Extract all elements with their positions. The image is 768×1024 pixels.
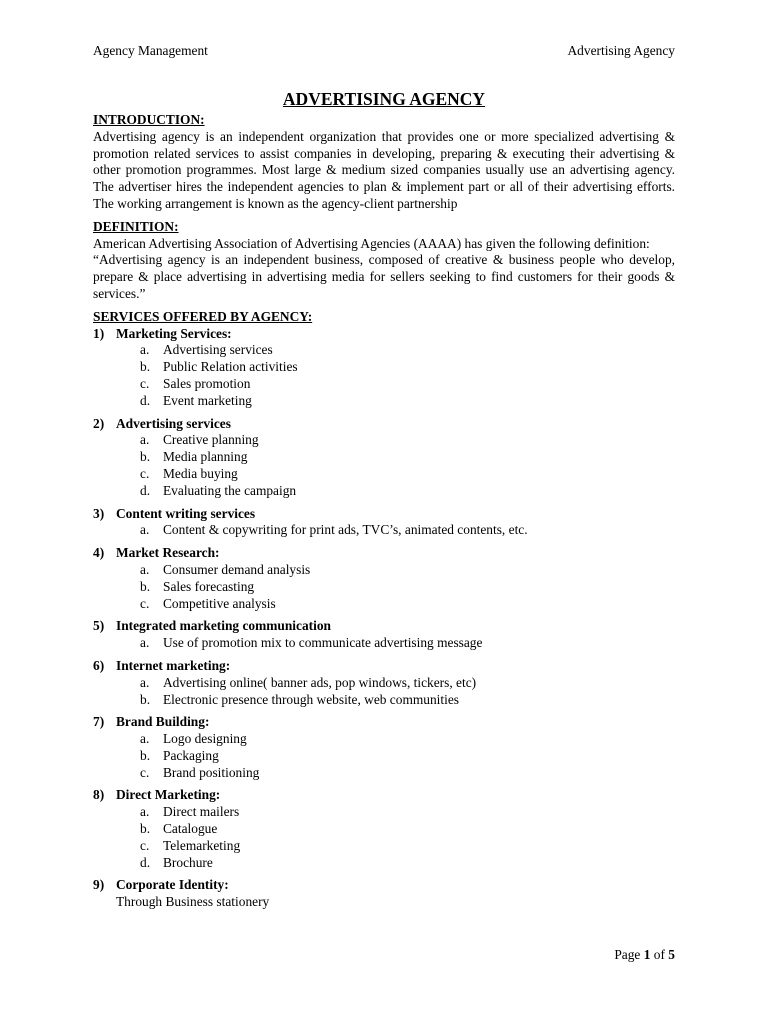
header-right: Advertising Agency [567,43,675,58]
list-item-text: Advertising online( banner ads, pop windows, tickers, etc) [163,674,477,690]
service-sublist [93,562,675,612]
list-item [140,675,675,692]
service-title: Direct Marketing: [116,787,221,803]
list-item-letter: b. [140,691,151,707]
service-title: Content writing services [116,505,256,521]
page-content [93,88,675,911]
list-item [140,376,675,393]
service-number: 2) [93,415,105,431]
page-number [614,947,675,964]
list-item [140,635,675,652]
service-sublist [93,675,675,709]
service-title: Internet marketing: [116,657,231,673]
list-item-letter: c. [140,465,150,481]
list-item-letter: a. [140,635,150,651]
service-item [93,618,675,635]
service-sublist [93,432,675,499]
list-item [140,804,675,821]
header-left: Agency Management [93,43,208,58]
list-item-letter: b. [140,578,151,594]
list-item-text: Evaluating the campaign [163,482,297,498]
list-item [140,855,675,872]
list-item-text: Logo designing [163,731,247,747]
list-item [140,432,675,449]
list-item-text: Telemarketing [163,837,241,853]
list-item-letter: a. [140,674,150,690]
list-item-letter: b. [140,747,151,763]
list-item-letter: c. [140,764,150,780]
list-item [140,821,675,838]
service-item [93,545,675,562]
list-item-text: Consumer demand analysis [163,561,311,577]
introduction-text: Advertising agency is an independent organization that provides one or more specialized advertising & promotion related services to assist companies in developing, preparing & executing their advertising & other promotion programmes. Most large & medium sized companies usually use an advertising agency. The advertiser hires the independent agencies to plan & implement part or all of their advertising efforts. The working arrangement is known as the agency-client partnership [93,128,675,211]
list-item-letter: b. [140,821,151,837]
list-item-text: Content & copywriting for print ads, TVC’s, animated contents, etc. [163,522,528,538]
list-item-letter: d. [140,482,151,498]
list-item-letter: a. [140,432,150,448]
service-sublist [93,635,675,652]
list-item-letter: a. [140,731,150,747]
service-item [93,714,675,731]
service-item [93,787,675,804]
list-item-letter: b. [140,449,151,465]
list-item-text: Brochure [163,854,213,870]
service-number: 4) [93,545,105,561]
services-list [93,326,675,912]
services-heading: SERVICES OFFERED BY AGENCY: [93,308,313,324]
service-number: 5) [93,618,105,634]
list-item-text: Sales promotion [163,375,251,391]
service-item [93,416,675,433]
list-item-letter: a. [140,561,150,577]
list-item [140,483,675,500]
service-sublist [93,522,675,539]
list-item [140,731,675,748]
service-number: 9) [93,877,105,893]
list-item-text: Catalogue [163,821,218,837]
list-item-text: Brand positioning [163,764,260,780]
introduction-heading: INTRODUCTION: [93,112,205,127]
definition-heading: DEFINITION: [93,218,179,234]
list-item-text: Media planning [163,449,248,465]
service-item [93,326,675,343]
list-item [140,748,675,765]
service-title: Market Research: [116,545,220,561]
service-title: Advertising services [116,415,231,431]
service-number: 6) [93,657,105,673]
page-header [93,43,675,60]
list-item-text: Event marketing [163,392,252,408]
list-item-text: Electronic presence through website, web communities [163,691,459,707]
service-title: Corporate Identity: [116,877,229,893]
list-item-text: Use of promotion mix to communicate advertising message [163,635,483,651]
list-item [140,838,675,855]
list-item-letter: d. [140,392,151,408]
service-number: 1) [93,325,105,341]
list-item-text: Packaging [163,747,219,763]
service-title: Brand Building: [116,714,210,730]
list-item [140,579,675,596]
list-item-text: Advertising services [163,342,273,358]
list-item-letter: a. [140,342,150,358]
service-item [93,658,675,675]
list-item-letter: a. [140,522,150,538]
service-title: Integrated marketing communication [116,618,331,634]
list-item-letter: c. [140,837,150,853]
list-item [140,342,675,359]
page-label: Page [614,947,644,962]
definition-quote: “Advertising agency is an independent business, composed of creative & business people who develop, prepare & place advertising in advertising media for sellers seeking to find customers for their goods & services.” [93,252,675,301]
list-item-text: Creative planning [163,432,259,448]
list-item-text: Competitive analysis [163,595,276,611]
list-item-letter: d. [140,854,151,870]
list-item [140,449,675,466]
list-item-letter: a. [140,804,150,820]
definition-text: American Advertising Association of Advertising Agencies (AAAA) has given the following definition: [93,235,650,251]
list-item [140,359,675,376]
list-item [140,466,675,483]
service-item [93,877,675,894]
list-item-text: Public Relation activities [163,359,298,375]
list-item [140,393,675,410]
page-of: of [650,947,669,962]
list-item [140,692,675,709]
service-title: Marketing Services: [116,325,232,341]
service-sublist [93,342,675,409]
service-number: 3) [93,505,105,521]
page-total: 5 [668,947,675,962]
service-sublist [93,731,675,781]
service-description: Through Business stationery [116,894,270,910]
list-item-letter: c. [140,595,150,611]
list-item-text: Direct mailers [163,804,240,820]
list-item-text: Sales forecasting [163,578,255,594]
document-title: ADVERTISING AGENCY [282,89,486,109]
service-number: 7) [93,714,105,730]
list-item [140,522,675,539]
list-item [140,596,675,613]
list-item-letter: c. [140,375,150,391]
service-number: 8) [93,787,105,803]
list-item [140,562,675,579]
list-item-text: Media buying [163,465,238,481]
list-item-letter: b. [140,359,151,375]
service-item [93,506,675,523]
page-current: 1 [643,947,651,962]
list-item [140,765,675,782]
service-sublist [93,804,675,871]
